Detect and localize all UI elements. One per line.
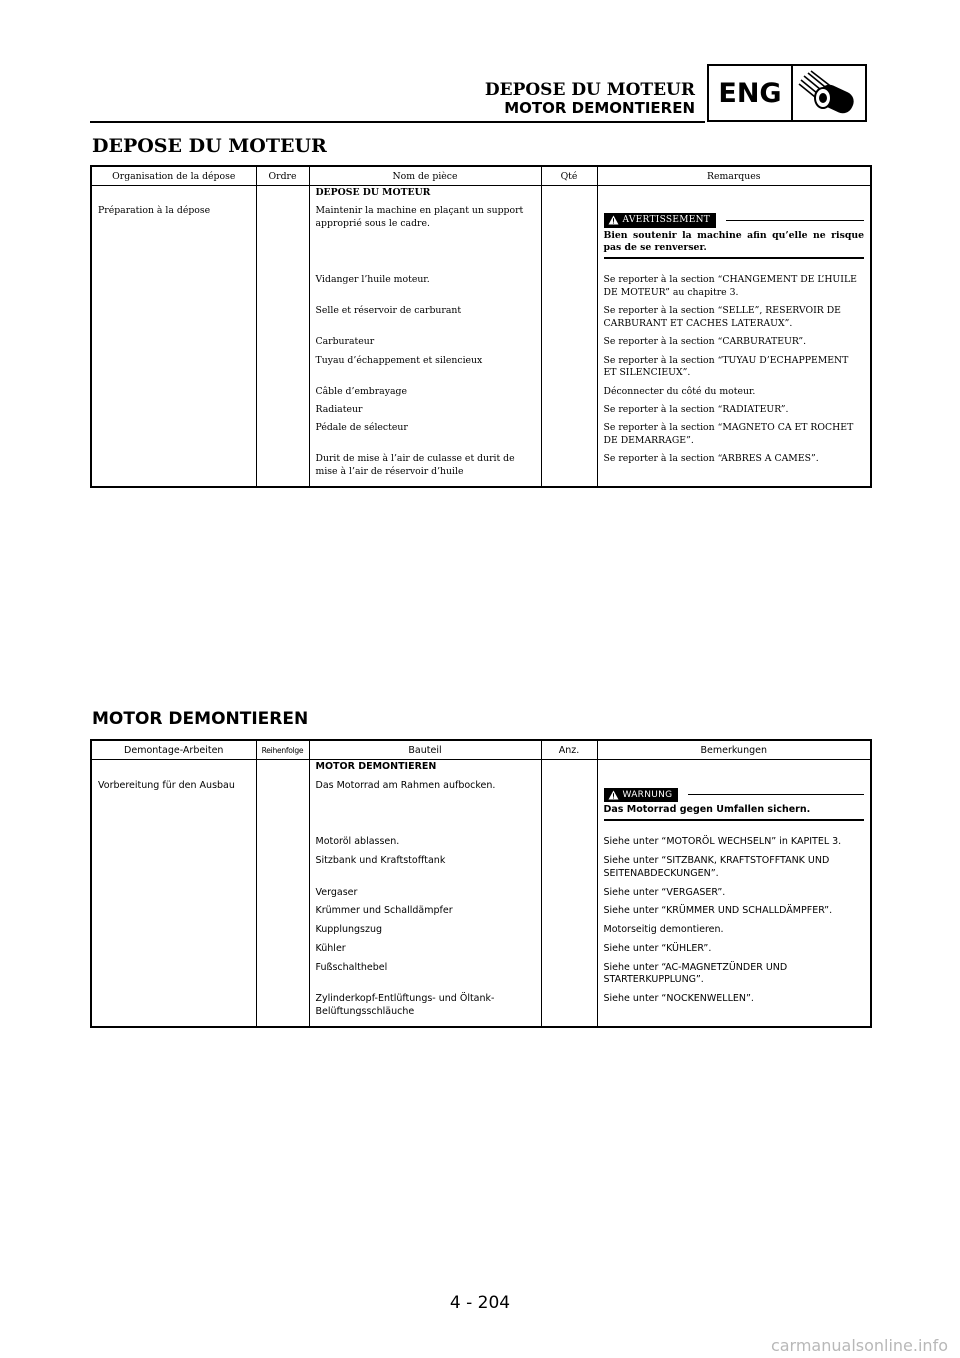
running-header	[485, 82, 695, 116]
part-name: Kühler	[309, 942, 541, 961]
remark: Se reporter à la section “RADIATEUR”.	[597, 403, 871, 421]
table-row	[91, 904, 871, 923]
col-header-remarques: Remarques	[597, 166, 871, 186]
col-header-organisation: Organisation de la dépose	[91, 166, 256, 186]
table-row	[91, 992, 871, 1027]
remark: Motorseitig demontieren.	[597, 923, 871, 942]
col-header-demontage: Demontage-Arbeiten	[91, 740, 256, 760]
col-header-bauteil: Bauteil	[309, 740, 541, 760]
table-header-row	[91, 166, 871, 186]
warning-badge	[604, 213, 717, 227]
table-row	[91, 304, 871, 335]
remark: Se reporter à la section “MAGNETO CA ET ROCHET DE DEMARRAGE”.	[597, 421, 871, 452]
group-label: Vorbereitung für den Ausbau	[91, 779, 256, 836]
col-header-qte: Qté	[541, 166, 597, 186]
part-name: Vergaser	[309, 886, 541, 905]
warning-triangle-icon	[608, 790, 619, 800]
removal-table-fr	[90, 165, 872, 488]
part-name: Kupplungszug	[309, 923, 541, 942]
engine-bolt-icon	[793, 66, 865, 120]
table-row	[91, 273, 871, 304]
section-title-de: MOTOR DEMONTIEREN	[92, 709, 309, 729]
remark: Siehe unter “AC-MAGNETZÜNDER UND STARTERKUPPLUNG”.	[597, 961, 871, 992]
table-row	[91, 854, 871, 885]
warning-text: Das Motorrad gegen Umfallen sichern.	[604, 802, 865, 822]
part-name: Zylinderkopf-Entlüftungs- und Öltank-Belüftungsschläuche	[309, 992, 541, 1027]
remark: Se reporter à la section “CHANGEMENT DE L’HUILE DE MOTEUR” au chapitre 3.	[597, 273, 871, 304]
table-row	[91, 779, 871, 836]
group-label: Préparation à la dépose	[91, 204, 256, 273]
table-row	[91, 886, 871, 905]
table-row	[91, 942, 871, 961]
remark: Siehe unter “NOCKENWELLEN”.	[597, 992, 871, 1027]
col-header-ordre: Ordre	[256, 166, 309, 186]
table-header-row	[91, 740, 871, 760]
warning-badge	[604, 788, 679, 802]
part-name: Durit de mise à l’air de culasse et durit de mise à l’air de réservoir d’huile	[309, 452, 541, 487]
part-name: Fußschalthebel	[309, 961, 541, 992]
part-name: Radiateur	[309, 403, 541, 421]
remark: Siehe unter “MOTORÖL WECHSELN” in KAPITEL 3.	[597, 835, 871, 854]
table-row	[91, 354, 871, 385]
remark: Se reporter à la section “SELLE”, RESERVOIR DE CARBURANT ET CACHES LATERAUX”.	[597, 304, 871, 335]
remark: Se reporter à la section “CARBURATEUR”.	[597, 335, 871, 353]
part-name: Sitzbank und Kraftstofftank	[309, 854, 541, 885]
col-header-bemerkungen: Bemerkungen	[597, 740, 871, 760]
remark: Se reporter à la section “TUYAU D’ECHAPPEMENT ET SILENCIEUX”.	[597, 354, 871, 385]
col-header-piece: Nom de pièce	[309, 166, 541, 186]
table-heading: DEPOSE DU MOTEUR	[309, 186, 541, 205]
warning-box	[604, 205, 865, 259]
site-watermark[interactable]: carmanualsonline.info	[770, 1336, 948, 1355]
section-tag-box	[707, 64, 867, 122]
part-name: Tuyau d’échappement et silencieux	[309, 354, 541, 385]
table-row	[91, 961, 871, 992]
remark: Siehe unter “VERGASER”.	[597, 886, 871, 905]
header-title-de: MOTOR DEMONTIEREN	[504, 99, 695, 117]
table-row	[91, 421, 871, 452]
header-title-fr: DEPOSE DU MOTEUR	[484, 80, 695, 100]
table-row	[91, 923, 871, 942]
col-header-reihenfolge: Reihenfolge	[256, 740, 309, 760]
page-number: 4 - 204	[449, 1293, 511, 1313]
part-name: Selle et réservoir de carburant	[309, 304, 541, 335]
table-row	[91, 204, 871, 273]
warning-text: Bien soutenir la machine afin qu’elle ne risque pas de se renverser.	[604, 228, 865, 260]
part-name: Krümmer und Schalldämpfer	[309, 904, 541, 923]
table-heading: MOTOR DEMONTIEREN	[309, 760, 541, 779]
section-title-fr: DEPOSE DU MOTEUR	[92, 135, 327, 157]
part-name: Das Motorrad am Rahmen aufbocken.	[309, 779, 541, 836]
remark: Siehe unter “SITZBANK, KRAFTSTOFFTANK UND SEITENABDECKUNGEN”.	[597, 854, 871, 885]
warning-label: WARNUNG	[622, 789, 673, 800]
warning-triangle-icon	[608, 215, 619, 225]
table-row	[91, 186, 871, 205]
part-name: Carburateur	[309, 335, 541, 353]
removal-table-de	[90, 739, 872, 1028]
part-name: Pédale de sélecteur	[309, 421, 541, 452]
remark: Siehe unter “KÜHLER”.	[597, 942, 871, 961]
warning-box	[604, 780, 865, 822]
part-name: Maintenir la machine en plaçant un support approprié sous le cadre.	[309, 204, 541, 273]
remark: Siehe unter “KRÜMMER UND SCHALLDÄMPFER”.	[597, 904, 871, 923]
table-row	[91, 760, 871, 779]
table-row	[91, 452, 871, 487]
part-name: Vidanger l’huile moteur.	[309, 273, 541, 304]
part-name: Câble d’embrayage	[309, 385, 541, 403]
table-row	[91, 385, 871, 403]
table-row	[91, 403, 871, 421]
table-row	[91, 835, 871, 854]
col-header-anz: Anz.	[541, 740, 597, 760]
warning-label: AVERTISSEMENT	[622, 215, 711, 226]
remark: Se reporter à la section “ARBRES A CAMES”.	[597, 452, 871, 487]
header-rule	[90, 121, 705, 123]
section-tag: ENG	[709, 66, 793, 120]
part-name: Motoröl ablassen.	[309, 835, 541, 854]
table-row	[91, 335, 871, 353]
remark: Déconnecter du côté du moteur.	[597, 385, 871, 403]
